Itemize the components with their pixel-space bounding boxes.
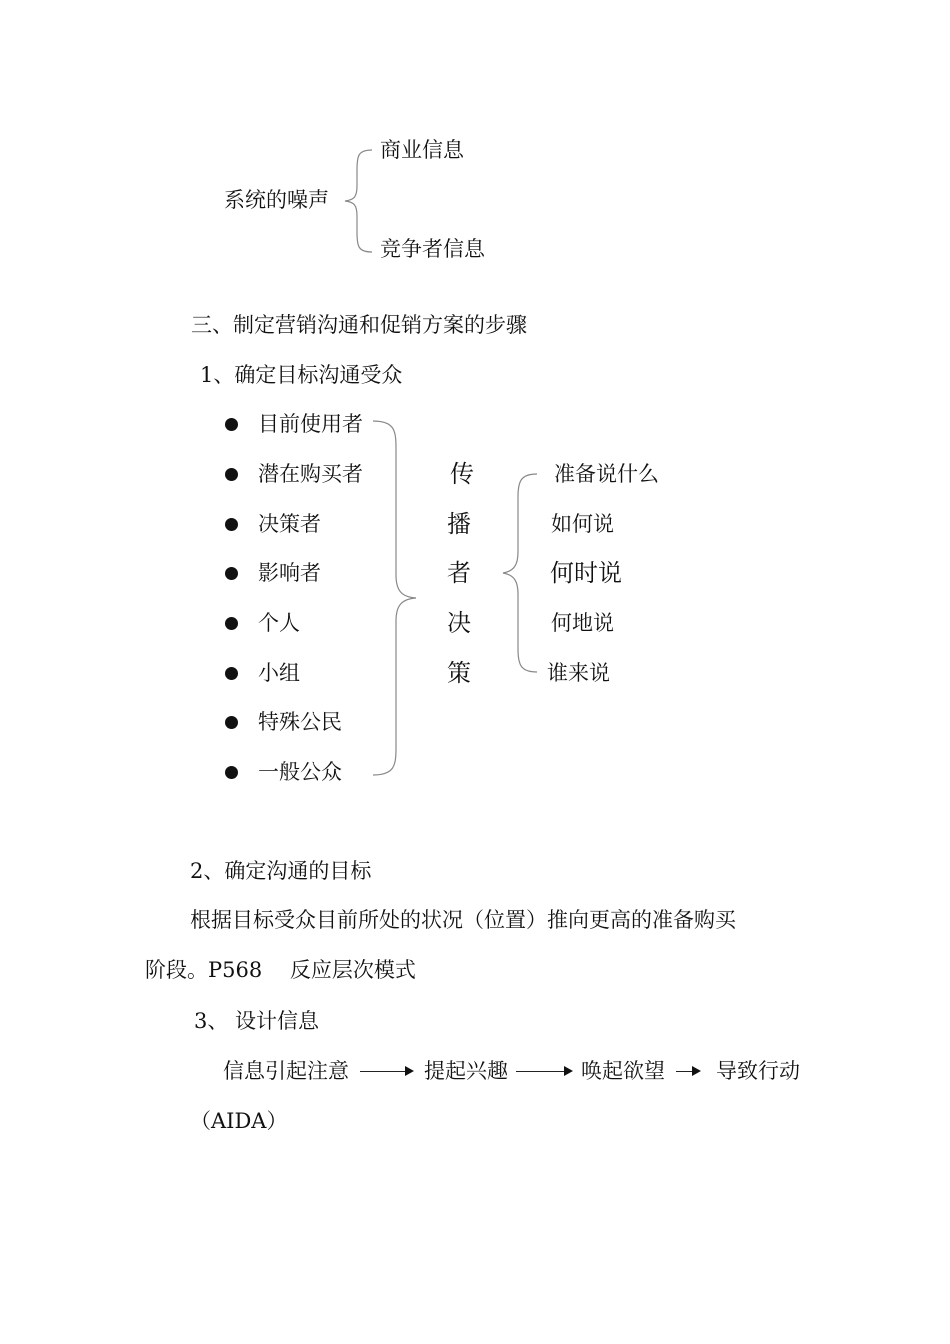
decision-item: 如何说 [551,512,614,536]
audience-item: 潜在购买者 [258,462,363,486]
noise-item-competitor: 竞争者信息 [380,237,485,261]
arrow-right-icon [405,1066,414,1076]
noise-brace [345,150,372,252]
communicator-char: 播 [447,510,471,538]
bullet-icon [225,468,238,481]
section-heading: 三、制定营销沟通和促销方案的步骤 [191,313,527,337]
aida-label: （AIDA） [190,1109,288,1133]
communicator-char: 传 [450,460,474,488]
audience-brace [373,421,416,775]
step1-heading: 1、确定目标沟通受众 [200,363,403,387]
bullet-icon [225,766,238,779]
audience-item: 小组 [258,661,300,685]
step2-paragraph-line2: 阶段。P568 反应层次模式 [145,958,416,982]
decision-item: 准备说什么 [554,462,659,486]
audience-item: 一般公众 [258,760,342,784]
communicator-char: 决 [447,609,471,637]
bullet-icon [225,418,238,431]
decisions-brace [503,474,537,672]
audience-item: 个人 [258,611,300,635]
audience-item: 决策者 [258,512,321,536]
noise-item-business: 商业信息 [380,138,464,162]
bullet-icon [225,518,238,531]
decision-item: 何地说 [551,611,614,635]
flow-arrow-line [360,1071,406,1072]
noise-label: 系统的噪声 [224,188,329,212]
flow-step-attention: 信息引起注意 [223,1059,349,1083]
flow-step-interest: 提起兴趣 [424,1059,508,1083]
audience-item: 影响者 [258,561,321,585]
arrow-right-icon [564,1066,573,1076]
audience-item: 特殊公民 [258,710,342,734]
arrow-right-icon [692,1066,701,1076]
step2-paragraph-line1: 根据目标受众目前所处的状况（位置）推向更高的准备购买 [190,908,736,932]
bullet-icon [225,667,238,680]
step3-heading: 3、 设计信息 [194,1009,320,1033]
step2-heading: 2、确定沟通的目标 [190,859,372,883]
flow-arrow-line [676,1071,693,1072]
flow-arrow-line [516,1071,565,1072]
flow-step-action: 导致行动 [716,1059,800,1083]
decision-item: 何时说 [550,559,622,587]
decision-item: 谁来说 [547,661,610,685]
communicator-char: 策 [447,659,471,687]
flow-step-desire: 唤起欲望 [581,1059,665,1083]
audience-item: 目前使用者 [258,412,363,436]
communicator-char: 者 [447,559,471,587]
bullet-icon [225,567,238,580]
bullet-icon [225,617,238,630]
bullet-icon [225,716,238,729]
